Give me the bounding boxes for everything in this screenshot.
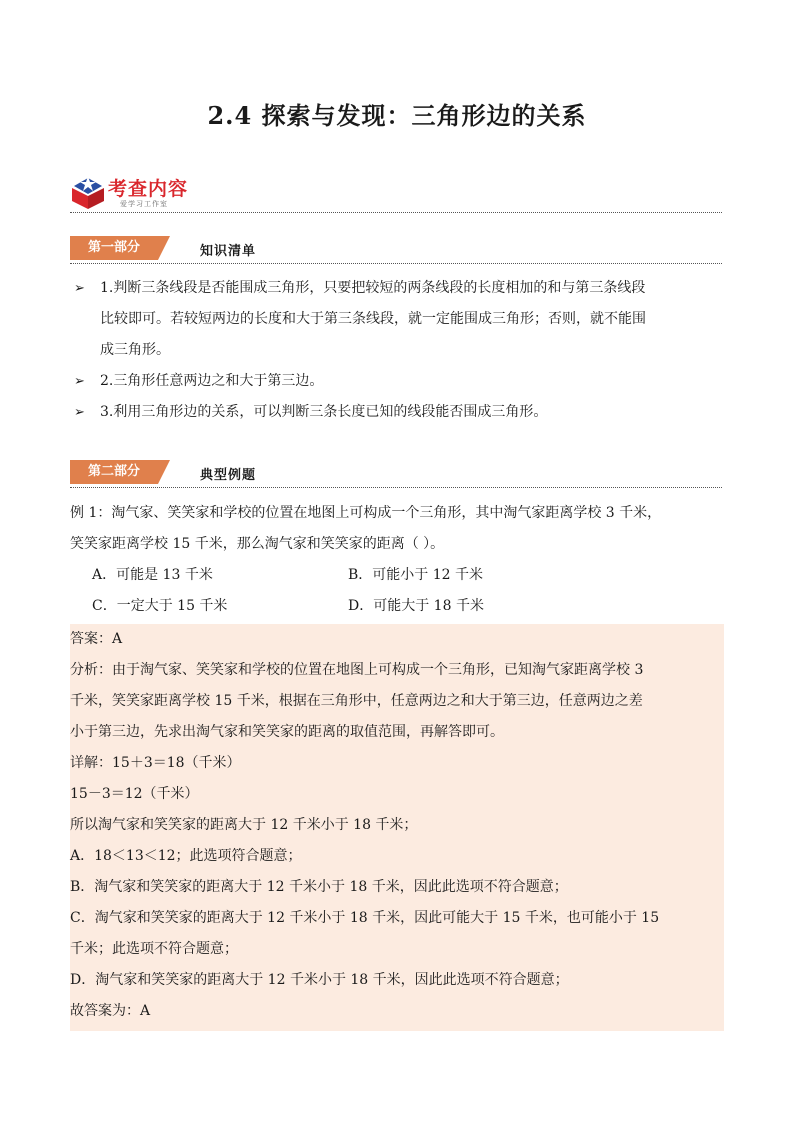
bullet-arrow-icon: ➢	[74, 405, 85, 420]
answer-line: 所以淘气家和笑笑家的距离大于 12 千米小于 18 千米；	[70, 817, 418, 833]
answer-line: 千米；此选项不符合题意；	[70, 941, 238, 957]
section-divider	[70, 487, 722, 488]
answer-line: 分析：由于淘气家、笑笑家和学校的位置在地图上可构成一个三角形，已知淘气家距离学校 3	[70, 662, 644, 678]
logo	[70, 174, 200, 210]
logo-text: 考查内容	[108, 178, 189, 200]
section-tag: 第二部分	[70, 460, 158, 484]
bullet-arrow-icon: ➢	[74, 281, 85, 296]
divider	[70, 212, 722, 213]
knowledge-item	[74, 366, 726, 397]
example-question	[70, 498, 722, 560]
answer-line: B．淘气家和笑笑家的距离大于 12 千米小于 18 千米，因此此选项不符合题意；	[70, 879, 568, 895]
knowledge-line: 3.利用三角形边的关系，可以判断三条长度已知的线段能否围成三角形。	[100, 404, 548, 420]
question-line: 笑笑家距离学校 15 千米，那么淘气家和笑笑家的距离（ ）。	[70, 536, 445, 552]
bullet-arrow-icon: ➢	[74, 374, 85, 389]
book-star-icon	[70, 174, 106, 210]
section-header-examples	[70, 460, 722, 488]
knowledge-item	[74, 273, 726, 366]
knowledge-line: 1.判断三条线段是否能围成三角形，只要把较短的两条线段的长度相加的和与第三条线段	[100, 280, 646, 296]
answer-line: 小于第三边，先求出淘气家和笑笑家的距离的取值范围，再解答即可。	[70, 724, 504, 740]
section-label: 知识清单	[200, 244, 257, 259]
section-header-knowledge	[70, 236, 722, 264]
knowledge-item	[74, 397, 726, 428]
knowledge-line: 2.三角形任意两边之和大于第三边。	[100, 373, 324, 389]
answer-line: 千米，笑笑家距离学校 15 千米，根据在三角形中，任意两边之和大于第三边，任意两边之差	[70, 693, 643, 709]
answer-line: 故答案为：A	[70, 1003, 151, 1019]
knowledge-line: 比较即可。若较短两边的长度和大于第三条线段，就一定能围成三角形；否则，就不能围	[100, 311, 646, 327]
page-title: 2.4 探索与发现：三角形边的关系	[207, 101, 587, 130]
answer-line: 详解：15＋3＝18（千米）	[70, 755, 241, 771]
question-line: 例 1：淘气家、笑笑家和学校的位置在地图上可构成一个三角形，其中淘气家距离学校 3 千米，	[70, 505, 662, 521]
section-tag: 第一部分	[70, 236, 158, 260]
option-c: C．一定大于 15 千米	[92, 598, 228, 614]
answer-line: C．淘气家和笑笑家的距离大于 12 千米小于 18 千米，因此可能大于 15 千米，也可能小于 15	[70, 910, 660, 926]
knowledge-line: 成三角形。	[100, 342, 170, 358]
option-a: A．可能是 13 千米	[92, 567, 213, 583]
answer-line: 15－3＝12（千米）	[70, 786, 199, 802]
option-b: B．可能小于 12 千米	[348, 567, 484, 583]
answer-line: D．淘气家和笑笑家的距离大于 12 千米小于 18 千米，因此此选项不符合题意；	[70, 972, 569, 988]
section-label: 典型例题	[200, 468, 257, 483]
section-divider	[70, 263, 722, 264]
answer-line: 答案：A	[70, 631, 123, 647]
logo-subtext: 爱学习工作室	[120, 200, 168, 208]
option-d: D．可能大于 18 千米	[348, 598, 484, 614]
answer-line: A．18＜13＜12；此选项符合题意；	[70, 848, 302, 864]
